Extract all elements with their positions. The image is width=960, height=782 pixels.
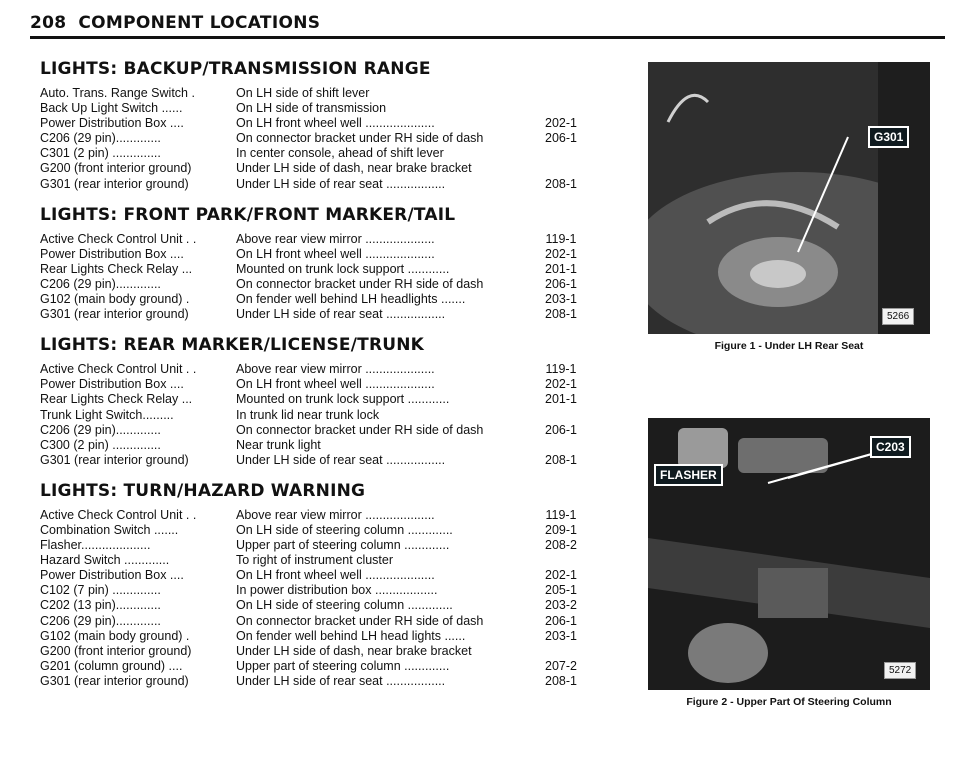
- component-row: [40, 307, 610, 322]
- component-name: Flasher....................: [40, 538, 151, 553]
- page-reference: 119-1: [545, 231, 577, 246]
- section-title: LIGHTS: BACKUP/TRANSMISSION RANGE: [40, 59, 431, 79]
- component-location: Under LH side of dash, near brake bracket: [236, 161, 472, 176]
- component-name: G102 (main body ground) .: [40, 292, 190, 307]
- component-name: Hazard Switch .............: [40, 553, 170, 568]
- page-reference: 208-1: [545, 452, 577, 467]
- component-location: On LH front wheel well ....................: [236, 568, 435, 583]
- component-location: On LH side of steering column .............: [236, 598, 453, 613]
- component-location: On fender well behind LH headlights .......: [236, 292, 466, 307]
- component-row: [40, 292, 610, 307]
- page-reference: 119-1: [545, 362, 577, 377]
- component-name: Rear Lights Check Relay ...: [40, 261, 193, 276]
- page-reference: 206-1: [545, 422, 577, 437]
- page-reference: [536, 146, 586, 161]
- figure-2-illustration: [648, 418, 930, 690]
- component-row: [40, 146, 610, 161]
- figure-1: [648, 62, 930, 352]
- component-name: C202 (13 pin).............: [40, 598, 161, 613]
- component-row: [40, 101, 610, 116]
- component-row: [40, 659, 610, 674]
- page-title: COMPONENT LOCATIONS: [78, 13, 321, 33]
- component-location: Mounted on trunk lock support ............: [236, 392, 450, 407]
- component-name: Active Check Control Unit . .: [40, 507, 197, 522]
- component-row: [40, 377, 610, 392]
- component-name: C300 (2 pin) ..............: [40, 437, 161, 452]
- page-reference: 203-1: [545, 628, 577, 643]
- page-reference: 206-1: [545, 613, 577, 628]
- page-reference: 202-1: [545, 246, 577, 261]
- component-name: C206 (29 pin).............: [40, 422, 161, 437]
- page-reference: [536, 438, 586, 453]
- page-reference: 206-1: [545, 276, 577, 291]
- component-location: Under LH side of rear seat .................: [236, 307, 446, 322]
- page-reference: 209-1: [545, 522, 577, 537]
- section-title: LIGHTS: TURN/HAZARD WARNING: [40, 480, 366, 501]
- component-name: Active Check Control Unit . .: [40, 231, 197, 246]
- page-reference: [536, 161, 586, 176]
- component-location: On LH side of steering column .............: [236, 522, 453, 537]
- component-row: [40, 553, 610, 568]
- component-name: G102 (main body ground) .: [40, 628, 190, 643]
- section-title: LIGHTS: FRONT PARK/FRONT MARKER/TAIL: [40, 204, 456, 225]
- component-row: [40, 262, 610, 277]
- page-reference: 203-2: [545, 598, 577, 613]
- page-reference: 207-2: [545, 658, 577, 673]
- component-row: [40, 674, 610, 689]
- component-row: [40, 161, 610, 176]
- component-name: C102 (7 pin) ..............: [40, 583, 161, 598]
- page-reference: [536, 553, 586, 568]
- section-title: LIGHTS: REAR MARKER/LICENSE/TRUNK: [40, 335, 425, 356]
- figure-2-callout-flasher: FLASHER: [654, 464, 723, 486]
- component-name: G301 (rear interior ground): [40, 673, 189, 688]
- page-header: [30, 10, 945, 39]
- figure-2-caption: Figure 2 - Upper Part Of Steering Column: [686, 696, 892, 708]
- page-reference: 119-1: [545, 507, 577, 522]
- component-name: G301 (rear interior ground): [40, 307, 189, 322]
- page-reference: 208-1: [545, 673, 577, 688]
- component-row: [40, 453, 610, 468]
- component-location: On LH front wheel well ....................: [236, 246, 435, 261]
- component-name: Power Distribution Box ....: [40, 568, 184, 583]
- component-name: C206 (29 pin).............: [40, 613, 161, 628]
- figure-1-caption: Figure 1 - Under LH Rear Seat: [714, 340, 864, 352]
- component-row: [40, 131, 610, 146]
- component-location: On connector bracket under RH side of dash: [236, 276, 484, 291]
- figure-2-photo-id: 5272: [884, 662, 916, 679]
- component-location: Under LH side of dash, near brake bracket: [236, 643, 472, 658]
- component-name: C301 (2 pin) ..............: [40, 146, 161, 161]
- component-location: Under LH side of rear seat .................: [236, 452, 446, 467]
- component-row: [40, 232, 610, 247]
- component-location: On connector bracket under RH side of dash: [236, 131, 484, 146]
- component-location: On LH front wheel well ....................: [236, 116, 435, 131]
- component-location: On LH side of transmission: [236, 101, 387, 116]
- component-name: Rear Lights Check Relay ...: [40, 392, 193, 407]
- component-location: On LH front wheel well ....................: [236, 377, 435, 392]
- page-reference: 206-1: [545, 131, 577, 146]
- component-row: [40, 408, 610, 423]
- component-location: In trunk lid near trunk lock: [236, 407, 380, 422]
- component-row: [40, 423, 610, 438]
- component-location: Upper part of steering column .............: [236, 658, 450, 673]
- component-name: Power Distribution Box ....: [40, 377, 184, 392]
- section: [40, 58, 610, 192]
- page-reference: 202-1: [545, 377, 577, 392]
- figure-2-callout-c203: C203: [870, 436, 911, 458]
- component-row: [40, 438, 610, 453]
- component-name: C206 (29 pin).............: [40, 131, 161, 146]
- component-name: G200 (front interior ground): [40, 161, 192, 176]
- figure-1-callout: G301: [868, 126, 909, 148]
- figure-2: [648, 418, 930, 708]
- figure-2-photo: [648, 418, 930, 690]
- component-location: Above rear view mirror ....................: [236, 231, 435, 246]
- component-name: G301 (rear interior ground): [40, 452, 189, 467]
- page-reference: 208-1: [545, 176, 577, 191]
- section: [40, 204, 610, 323]
- component-row: [40, 86, 610, 101]
- page-reference: 203-1: [545, 292, 577, 307]
- component-location: Above rear view mirror ....................: [236, 507, 435, 522]
- figure-1-photo: [648, 62, 930, 334]
- component-row: [40, 583, 610, 598]
- page-reference: [536, 408, 586, 423]
- component-name: Trunk Light Switch.........: [40, 407, 174, 422]
- page-reference: [536, 644, 586, 659]
- component-row: [40, 247, 610, 262]
- component-location: On fender well behind LH head lights ......: [236, 628, 466, 643]
- component-location: Under LH side of rear seat .................: [236, 673, 446, 688]
- component-location: On LH side of shift lever: [236, 86, 370, 100]
- page-reference: 208-1: [545, 307, 577, 322]
- figure-1-photo-id: 5266: [882, 308, 914, 325]
- component-row: [40, 277, 610, 292]
- page-reference: [536, 86, 586, 101]
- component-location: Under LH side of rear seat .................: [236, 176, 446, 191]
- component-name: Power Distribution Box ....: [40, 246, 184, 261]
- section: [40, 334, 610, 468]
- component-location: To right of instrument cluster: [236, 553, 394, 568]
- component-location: Upper part of steering column .............: [236, 538, 450, 553]
- page-reference: 201-1: [545, 392, 577, 407]
- page-number: 208: [30, 13, 67, 33]
- page-reference: 201-1: [545, 261, 577, 276]
- page-reference: [536, 101, 586, 116]
- component-name: Active Check Control Unit . .: [40, 362, 197, 377]
- component-location: In power distribution box ..................: [236, 583, 438, 598]
- component-row: [40, 508, 610, 523]
- component-row: [40, 362, 610, 377]
- component-row: [40, 568, 610, 583]
- component-row: [40, 629, 610, 644]
- component-location: Mounted on trunk lock support ............: [236, 261, 450, 276]
- component-name: C206 (29 pin).............: [40, 276, 161, 291]
- component-name: Back Up Light Switch ......: [40, 101, 183, 116]
- component-row: [40, 598, 610, 613]
- component-name: Combination Switch .......: [40, 522, 179, 537]
- figure-1-illustration: [648, 62, 930, 334]
- component-location: Above rear view mirror ....................: [236, 362, 435, 377]
- component-row: [40, 116, 610, 131]
- component-list: [40, 58, 610, 701]
- component-row: [40, 644, 610, 659]
- component-location: Near trunk light: [236, 437, 321, 452]
- component-name: G201 (column ground) ....: [40, 658, 183, 673]
- component-location: On connector bracket under RH side of dash: [236, 613, 484, 628]
- component-row: [40, 538, 610, 553]
- component-name: Power Distribution Box ....: [40, 116, 184, 131]
- page-reference: 208-2: [545, 538, 577, 553]
- component-name: G301 (rear interior ground): [40, 176, 189, 191]
- component-row: [40, 392, 610, 407]
- component-row: [40, 523, 610, 538]
- component-name: G200 (front interior ground): [40, 643, 192, 658]
- page-reference: 202-1: [545, 116, 577, 131]
- component-location: In center console, ahead of shift lever: [236, 146, 444, 161]
- page-reference: 205-1: [545, 583, 577, 598]
- section: [40, 480, 610, 689]
- component-name: Auto. Trans. Range Switch .: [40, 86, 195, 100]
- component-row: [40, 614, 610, 629]
- component-row: [40, 177, 610, 192]
- page-reference: 202-1: [545, 568, 577, 583]
- component-location: On connector bracket under RH side of dash: [236, 422, 484, 437]
